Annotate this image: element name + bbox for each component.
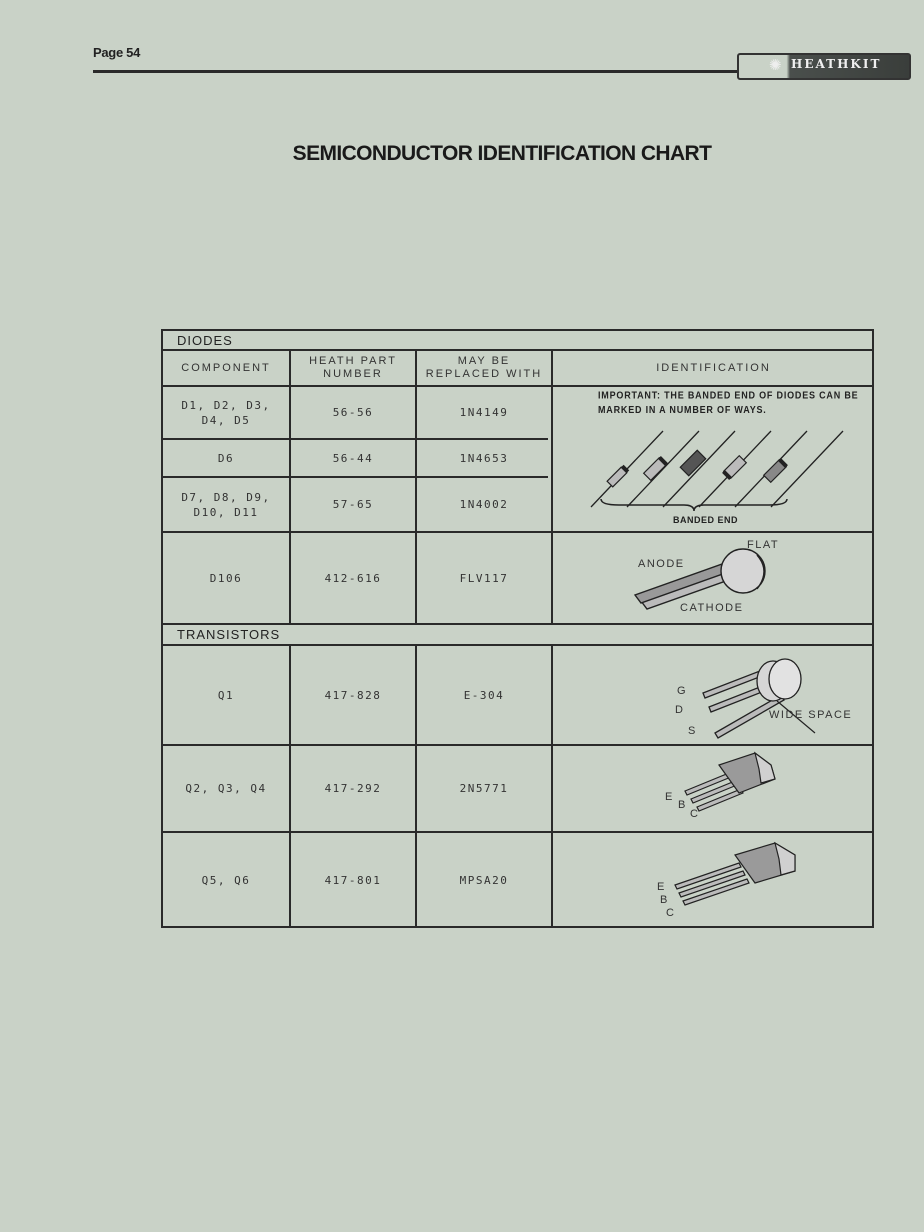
divider bbox=[163, 623, 872, 625]
page-title: SEMICONDUCTOR IDENTIFICATION CHART bbox=[292, 142, 712, 165]
column-divider bbox=[551, 644, 553, 928]
led-anode-label: ANODE bbox=[638, 558, 685, 570]
q2-collector-label: C bbox=[690, 808, 700, 820]
table-row-replacement: 2N5771 bbox=[459, 782, 509, 795]
header-identification: IDENTIFICATION bbox=[656, 361, 771, 374]
q5-transistor-drawing bbox=[669, 841, 809, 911]
q1-drain-label: D bbox=[675, 704, 685, 716]
table-row-component: D1, D2, D3, D4, D5 bbox=[181, 398, 271, 427]
page-number: Page 54 bbox=[93, 45, 141, 60]
semiconductor-chart bbox=[161, 329, 874, 928]
table-row-component: Q1 bbox=[217, 688, 235, 702]
q1-source-label: S bbox=[688, 725, 697, 737]
column-divider bbox=[289, 644, 291, 928]
table-row-replacement: E-304 bbox=[463, 688, 505, 702]
banded-end-label: BANDED END bbox=[673, 515, 739, 525]
column-divider bbox=[289, 349, 291, 623]
table-row-part: 56-44 bbox=[332, 451, 374, 465]
table-row-replacement: 1N4653 bbox=[459, 451, 509, 465]
table-row-replacement: 1N4149 bbox=[459, 406, 509, 419]
q2-emitter-label: E bbox=[665, 791, 674, 803]
transistors-section-label: TRANSISTORS bbox=[177, 627, 281, 642]
table-row-part: 56-56 bbox=[332, 406, 374, 419]
column-divider bbox=[415, 644, 417, 928]
q1-transistor-drawing bbox=[673, 653, 853, 743]
brand-name: HEATHKIT bbox=[791, 57, 882, 71]
column-divider bbox=[415, 349, 417, 623]
diode-drawings bbox=[553, 387, 873, 507]
q5-collector-label: C bbox=[666, 907, 676, 919]
header-component: COMPONENT bbox=[181, 361, 271, 374]
table-row-replacement: FLV117 bbox=[459, 571, 509, 585]
table-row-replacement: MPSA20 bbox=[459, 874, 509, 887]
led-cathode-label: CATHODE bbox=[680, 602, 744, 614]
table-row-component: D6 bbox=[217, 451, 235, 465]
table-row-part: 417-828 bbox=[324, 688, 382, 702]
q5-emitter-label: E bbox=[657, 881, 666, 893]
starburst-icon: ✺ bbox=[769, 57, 782, 74]
header-part-number: HEATH PART NUMBER bbox=[309, 355, 397, 380]
banded-end-brace bbox=[599, 497, 789, 513]
diodes-section-label: DIODES bbox=[177, 333, 233, 348]
column-divider bbox=[551, 349, 553, 623]
banded-end-note: IMPORTANT: THE BANDED END OF DIODES CAN BE MARKED IN A NUMBER OF WAYS. bbox=[598, 389, 859, 416]
heathkit-logo bbox=[737, 53, 911, 80]
q2-base-label: B bbox=[678, 799, 687, 811]
table-row-replacement: 1N4002 bbox=[459, 498, 509, 511]
led-flat-label: FLAT bbox=[747, 539, 780, 551]
table-row-part: 417-292 bbox=[324, 782, 382, 795]
header-rule bbox=[93, 70, 743, 73]
table-row-component: D7, D8, D9, D10, D11 bbox=[181, 490, 271, 519]
q5-base-label: B bbox=[660, 894, 669, 906]
table-row-part: 57-65 bbox=[332, 498, 374, 511]
wide-space-label: WIDE SPACE bbox=[769, 709, 853, 721]
header-replacement: MAY BE REPLACED WITH bbox=[425, 355, 543, 380]
table-row-component: D106 bbox=[209, 571, 243, 585]
table-row-part: 412-616 bbox=[324, 571, 382, 585]
table-row-component: Q5, Q6 bbox=[201, 874, 251, 887]
q1-gate-label: G bbox=[677, 685, 688, 697]
table-row-part: 417-801 bbox=[324, 874, 382, 887]
table-row-component: Q2, Q3, Q4 bbox=[185, 782, 267, 795]
